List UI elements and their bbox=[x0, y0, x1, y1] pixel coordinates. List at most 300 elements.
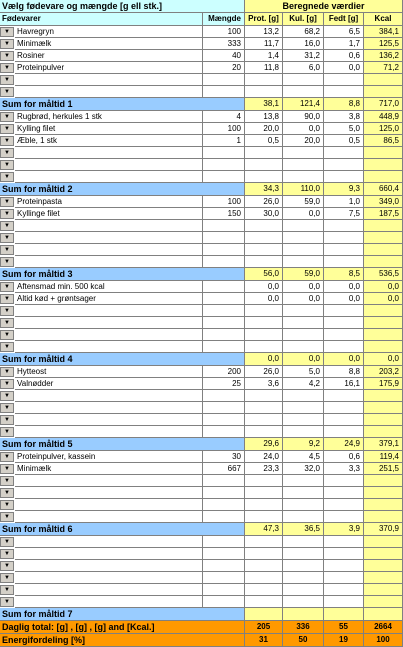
kcal-value bbox=[364, 159, 403, 171]
energy-protein-pct: 31 bbox=[245, 634, 283, 647]
food-select-cell[interactable] bbox=[15, 305, 203, 317]
quantity-input[interactable]: 100 bbox=[203, 26, 245, 38]
fat-value bbox=[324, 305, 364, 317]
meal-sum-fat: 8,8 bbox=[324, 98, 364, 111]
quantity-input[interactable]: 100 bbox=[203, 196, 245, 208]
chevron-down-icon: ▼ bbox=[4, 247, 10, 253]
chevron-down-icon: ▼ bbox=[4, 393, 10, 399]
fat-value bbox=[324, 256, 364, 268]
food-select-cell[interactable] bbox=[15, 536, 203, 548]
dropdown-arrow-icon[interactable] bbox=[0, 379, 14, 389]
energy-distribution-label: Energifordeling [%] bbox=[0, 634, 245, 647]
food-select-cell[interactable] bbox=[15, 86, 203, 98]
meal-sum-protein: 38,1 bbox=[245, 98, 283, 111]
quantity-input[interactable] bbox=[203, 74, 245, 86]
fat-value bbox=[324, 426, 364, 438]
quantity-input[interactable] bbox=[203, 171, 245, 183]
meal-sum-carbs bbox=[283, 608, 324, 621]
food-select-cell[interactable]: Havregryn bbox=[15, 26, 203, 38]
dropdown-arrow-icon[interactable] bbox=[0, 367, 14, 377]
fat-value bbox=[324, 341, 364, 353]
chevron-down-icon: ▼ bbox=[4, 174, 10, 180]
fat-value bbox=[324, 487, 364, 499]
chevron-down-icon: ▼ bbox=[4, 211, 10, 217]
kcal-value: 0,0 bbox=[364, 281, 403, 293]
meal-sum-protein: 47,3 bbox=[245, 523, 283, 536]
carbs-value bbox=[283, 220, 324, 232]
carbs-value: 6,0 bbox=[283, 62, 324, 74]
meal-sum-fat: 0,0 bbox=[324, 353, 364, 366]
quantity-input[interactable] bbox=[203, 317, 245, 329]
carbs-value bbox=[283, 244, 324, 256]
quantity-input[interactable] bbox=[203, 220, 245, 232]
quantity-input[interactable]: 4 bbox=[203, 111, 245, 123]
meal-sum-protein: 34,3 bbox=[245, 183, 283, 196]
chevron-down-icon: ▼ bbox=[4, 369, 10, 375]
carbs-value: 68,2 bbox=[283, 26, 324, 38]
dropdown-arrow-icon[interactable] bbox=[0, 415, 14, 425]
fat-value bbox=[324, 536, 364, 548]
chevron-down-icon: ▼ bbox=[4, 235, 10, 241]
sheet-title: Vælg fødevare og mængde [g ell stk.] bbox=[0, 0, 245, 13]
fat-value bbox=[324, 317, 364, 329]
quantity-input[interactable]: 25 bbox=[203, 378, 245, 390]
chevron-down-icon: ▼ bbox=[4, 53, 10, 59]
fat-value bbox=[324, 402, 364, 414]
carbs-value: 0,0 bbox=[283, 281, 324, 293]
carbs-value bbox=[283, 86, 324, 98]
chevron-down-icon: ▼ bbox=[4, 259, 10, 265]
dropdown-arrow-icon[interactable] bbox=[0, 63, 14, 73]
food-select-cell[interactable] bbox=[15, 317, 203, 329]
quantity-input[interactable] bbox=[203, 159, 245, 171]
quantity-input[interactable]: 30 bbox=[203, 451, 245, 463]
fat-value: 0,5 bbox=[324, 135, 364, 147]
food-select-cell[interactable]: Valnødder bbox=[15, 378, 203, 390]
fat-value bbox=[324, 329, 364, 341]
food-select-cell[interactable] bbox=[15, 74, 203, 86]
dropdown-arrow-icon[interactable] bbox=[0, 75, 14, 85]
protein-value bbox=[245, 256, 283, 268]
meal-sum-fat: 9,3 bbox=[324, 183, 364, 196]
food-select-cell[interactable] bbox=[15, 220, 203, 232]
quantity-input[interactable]: 333 bbox=[203, 38, 245, 50]
protein-value bbox=[245, 511, 283, 523]
dropdown-arrow-icon[interactable] bbox=[0, 476, 14, 486]
fat-value: 0,0 bbox=[324, 62, 364, 74]
protein-value bbox=[245, 329, 283, 341]
meal-sum-label: Sum for måltid 5 bbox=[0, 438, 245, 451]
fat-value bbox=[324, 499, 364, 511]
kcal-value bbox=[364, 536, 403, 548]
carbs-value bbox=[283, 548, 324, 560]
food-select-cell[interactable] bbox=[15, 487, 203, 499]
quantity-input[interactable]: 150 bbox=[203, 208, 245, 220]
food-select-cell[interactable]: Proteinpulver, kassein bbox=[15, 451, 203, 463]
carbs-value: 32,0 bbox=[283, 463, 324, 475]
dropdown-arrow-icon[interactable] bbox=[0, 233, 14, 243]
kcal-value bbox=[364, 256, 403, 268]
dropdown-arrow-icon[interactable] bbox=[0, 209, 14, 219]
carbs-value bbox=[283, 487, 324, 499]
chevron-down-icon: ▼ bbox=[4, 551, 10, 557]
protein-value: 1,4 bbox=[245, 50, 283, 62]
chevron-down-icon: ▼ bbox=[4, 575, 10, 581]
daily-total-fat: 55 bbox=[324, 621, 364, 634]
protein-value: 0,0 bbox=[245, 281, 283, 293]
chevron-down-icon: ▼ bbox=[4, 466, 10, 472]
dropdown-arrow-icon[interactable] bbox=[0, 160, 14, 170]
dropdown-arrow-icon[interactable] bbox=[0, 342, 14, 352]
food-select-cell[interactable]: Proteinpasta bbox=[15, 196, 203, 208]
column-header-kcal: Kcal bbox=[364, 13, 403, 26]
dropdown-arrow-icon[interactable] bbox=[0, 573, 14, 583]
fat-value: 3,3 bbox=[324, 463, 364, 475]
dropdown-arrow-icon[interactable] bbox=[0, 488, 14, 498]
carbs-value bbox=[283, 232, 324, 244]
food-select-cell[interactable]: Minimælk bbox=[15, 38, 203, 50]
fat-value bbox=[324, 147, 364, 159]
column-header-protein: Prot. [g] bbox=[245, 13, 283, 26]
kcal-value bbox=[364, 560, 403, 572]
chevron-down-icon: ▼ bbox=[4, 199, 10, 205]
fat-value bbox=[324, 414, 364, 426]
dropdown-arrow-icon[interactable] bbox=[0, 282, 14, 292]
fat-value: 0,0 bbox=[324, 281, 364, 293]
dropdown-arrow-icon[interactable] bbox=[0, 294, 14, 304]
fat-value: 16,1 bbox=[324, 378, 364, 390]
fat-value: 6,5 bbox=[324, 26, 364, 38]
food-select-cell[interactable]: Altid kød + grøntsager bbox=[15, 293, 203, 305]
kcal-value: 86,5 bbox=[364, 135, 403, 147]
chevron-down-icon: ▼ bbox=[4, 65, 10, 71]
carbs-value bbox=[283, 572, 324, 584]
fat-value bbox=[324, 159, 364, 171]
food-select-cell[interactable] bbox=[15, 147, 203, 159]
carbs-value: 0,0 bbox=[283, 123, 324, 135]
dropdown-arrow-icon[interactable] bbox=[0, 112, 14, 122]
food-select-cell[interactable] bbox=[15, 402, 203, 414]
food-select-cell[interactable] bbox=[15, 426, 203, 438]
daily-total-carbs: 336 bbox=[283, 621, 324, 634]
quantity-input[interactable]: 20 bbox=[203, 62, 245, 74]
food-select-cell[interactable] bbox=[15, 572, 203, 584]
energy-carbs-pct: 50 bbox=[283, 634, 324, 647]
chevron-down-icon: ▼ bbox=[4, 429, 10, 435]
fat-value bbox=[324, 584, 364, 596]
kcal-value bbox=[364, 584, 403, 596]
protein-value: 3,6 bbox=[245, 378, 283, 390]
dropdown-arrow-icon[interactable] bbox=[0, 148, 14, 158]
quantity-input[interactable] bbox=[203, 475, 245, 487]
chevron-down-icon: ▼ bbox=[4, 405, 10, 411]
protein-value bbox=[245, 244, 283, 256]
fat-value bbox=[324, 511, 364, 523]
fat-value bbox=[324, 74, 364, 86]
chevron-down-icon: ▼ bbox=[4, 332, 10, 338]
carbs-value: 0,0 bbox=[283, 208, 324, 220]
food-select-cell[interactable] bbox=[15, 329, 203, 341]
carbs-value bbox=[283, 147, 324, 159]
dropdown-arrow-icon[interactable] bbox=[0, 136, 14, 146]
carbs-value bbox=[283, 317, 324, 329]
kcal-value bbox=[364, 596, 403, 608]
protein-value bbox=[245, 232, 283, 244]
dropdown-arrow-icon[interactable] bbox=[0, 537, 14, 547]
kcal-value bbox=[364, 171, 403, 183]
meal-sum-protein bbox=[245, 608, 283, 621]
daily-total-protein: 205 bbox=[245, 621, 283, 634]
dropdown-arrow-icon[interactable] bbox=[0, 391, 14, 401]
quantity-input[interactable] bbox=[203, 341, 245, 353]
food-select-cell[interactable] bbox=[15, 390, 203, 402]
food-select-cell[interactable]: Kylling filet bbox=[15, 123, 203, 135]
quantity-input[interactable] bbox=[203, 390, 245, 402]
quantity-input[interactable] bbox=[203, 572, 245, 584]
protein-value: 20,0 bbox=[245, 123, 283, 135]
protein-value: 24,0 bbox=[245, 451, 283, 463]
quantity-input[interactable] bbox=[203, 487, 245, 499]
meal-sum-kcal: 717,0 bbox=[364, 98, 403, 111]
meal-sum-carbs: 36,5 bbox=[283, 523, 324, 536]
protein-value: 0,5 bbox=[245, 135, 283, 147]
quantity-input[interactable] bbox=[203, 548, 245, 560]
dropdown-arrow-icon[interactable] bbox=[0, 330, 14, 340]
dropdown-arrow-icon[interactable] bbox=[0, 403, 14, 413]
food-select-cell[interactable] bbox=[15, 548, 203, 560]
quantity-input[interactable] bbox=[203, 426, 245, 438]
fat-value bbox=[324, 244, 364, 256]
food-select-cell[interactable]: Proteinpulver bbox=[15, 62, 203, 74]
dropdown-arrow-icon[interactable] bbox=[0, 561, 14, 571]
food-select-cell[interactable]: Rugbrød, herkules 1 stk bbox=[15, 111, 203, 123]
daily-total-label: Daglig total: [g] , [g] , [g] and [Kcal.] bbox=[0, 621, 245, 634]
dropdown-arrow-icon[interactable] bbox=[0, 87, 14, 97]
dropdown-arrow-icon[interactable] bbox=[0, 318, 14, 328]
protein-value bbox=[245, 548, 283, 560]
protein-value: 13,2 bbox=[245, 26, 283, 38]
protein-value: 0,0 bbox=[245, 293, 283, 305]
protein-value bbox=[245, 159, 283, 171]
chevron-down-icon: ▼ bbox=[4, 77, 10, 83]
kcal-value bbox=[364, 305, 403, 317]
carbs-value: 31,2 bbox=[283, 50, 324, 62]
dropdown-arrow-icon[interactable] bbox=[0, 549, 14, 559]
carbs-value: 90,0 bbox=[283, 111, 324, 123]
kcal-value: 175,9 bbox=[364, 378, 403, 390]
dropdown-arrow-icon[interactable] bbox=[0, 500, 14, 510]
chevron-down-icon: ▼ bbox=[4, 478, 10, 484]
chevron-down-icon: ▼ bbox=[4, 563, 10, 569]
fat-value: 0,6 bbox=[324, 50, 364, 62]
quantity-input[interactable] bbox=[203, 281, 245, 293]
kcal-value: 125,0 bbox=[364, 123, 403, 135]
meal-sum-protein: 56,0 bbox=[245, 268, 283, 281]
kcal-value bbox=[364, 147, 403, 159]
quantity-input[interactable] bbox=[203, 584, 245, 596]
food-select-cell[interactable] bbox=[15, 499, 203, 511]
fat-value bbox=[324, 232, 364, 244]
carbs-value: 20,0 bbox=[283, 135, 324, 147]
dropdown-arrow-icon[interactable] bbox=[0, 585, 14, 595]
dropdown-arrow-icon[interactable] bbox=[0, 245, 14, 255]
protein-value bbox=[245, 426, 283, 438]
quantity-input[interactable] bbox=[203, 147, 245, 159]
chevron-down-icon: ▼ bbox=[4, 114, 10, 120]
quantity-input[interactable]: 40 bbox=[203, 50, 245, 62]
carbs-value bbox=[283, 560, 324, 572]
food-select-cell[interactable] bbox=[15, 560, 203, 572]
food-select-cell[interactable]: Hytteost bbox=[15, 366, 203, 378]
food-select-cell[interactable] bbox=[15, 232, 203, 244]
quantity-input[interactable] bbox=[203, 596, 245, 608]
quantity-input[interactable] bbox=[203, 86, 245, 98]
food-select-cell[interactable] bbox=[15, 159, 203, 171]
quantity-input[interactable] bbox=[203, 536, 245, 548]
protein-value: 11,7 bbox=[245, 38, 283, 50]
quantity-input[interactable] bbox=[203, 560, 245, 572]
meal-sum-label: Sum for måltid 3 bbox=[0, 268, 245, 281]
chevron-down-icon: ▼ bbox=[4, 514, 10, 520]
dropdown-arrow-icon[interactable] bbox=[0, 257, 14, 267]
food-select-cell[interactable] bbox=[15, 171, 203, 183]
food-select-cell[interactable] bbox=[15, 414, 203, 426]
food-select-cell[interactable]: Aftensmad min. 500 kcal bbox=[15, 281, 203, 293]
dropdown-arrow-icon[interactable] bbox=[0, 197, 14, 207]
meal-sum-kcal: 660,4 bbox=[364, 183, 403, 196]
quantity-input[interactable] bbox=[203, 414, 245, 426]
column-header-food: Fødevarer bbox=[0, 13, 203, 26]
quantity-input[interactable] bbox=[203, 232, 245, 244]
dropdown-arrow-icon[interactable] bbox=[0, 221, 14, 231]
carbs-value bbox=[283, 414, 324, 426]
dropdown-arrow-icon[interactable] bbox=[0, 39, 14, 49]
meal-sum-carbs: 110,0 bbox=[283, 183, 324, 196]
quantity-input[interactable] bbox=[203, 402, 245, 414]
meal-sum-fat: 8,5 bbox=[324, 268, 364, 281]
dropdown-arrow-icon[interactable] bbox=[0, 452, 14, 462]
fat-value bbox=[324, 171, 364, 183]
column-header-fat: Fedt [g] bbox=[324, 13, 364, 26]
food-select-cell[interactable] bbox=[15, 341, 203, 353]
food-select-cell[interactable]: Æble, 1 stk bbox=[15, 135, 203, 147]
energy-total-pct: 100 bbox=[364, 634, 403, 647]
food-select-cell[interactable] bbox=[15, 475, 203, 487]
chevron-down-icon: ▼ bbox=[4, 587, 10, 593]
dropdown-arrow-icon[interactable] bbox=[0, 512, 14, 522]
carbs-value bbox=[283, 596, 324, 608]
food-select-cell[interactable] bbox=[15, 244, 203, 256]
protein-value bbox=[245, 475, 283, 487]
carbs-value bbox=[283, 390, 324, 402]
carbs-value bbox=[283, 475, 324, 487]
quantity-input[interactable] bbox=[203, 499, 245, 511]
food-select-cell[interactable] bbox=[15, 584, 203, 596]
meal-sum-protein: 0,0 bbox=[245, 353, 283, 366]
meal-sum-label: Sum for måltid 2 bbox=[0, 183, 245, 196]
dropdown-arrow-icon[interactable] bbox=[0, 306, 14, 316]
carbs-value bbox=[283, 171, 324, 183]
chevron-down-icon: ▼ bbox=[4, 223, 10, 229]
kcal-value: 125,5 bbox=[364, 38, 403, 50]
quantity-input[interactable] bbox=[203, 305, 245, 317]
dropdown-arrow-icon[interactable] bbox=[0, 124, 14, 134]
carbs-value bbox=[283, 511, 324, 523]
quantity-input[interactable] bbox=[203, 293, 245, 305]
carbs-value bbox=[283, 329, 324, 341]
fat-value: 5,0 bbox=[324, 123, 364, 135]
food-select-cell[interactable] bbox=[15, 596, 203, 608]
food-select-cell[interactable]: Rosiner bbox=[15, 50, 203, 62]
fat-value: 3,8 bbox=[324, 111, 364, 123]
quantity-input[interactable]: 667 bbox=[203, 463, 245, 475]
quantity-input[interactable]: 100 bbox=[203, 123, 245, 135]
protein-value bbox=[245, 171, 283, 183]
kcal-value bbox=[364, 220, 403, 232]
quantity-input[interactable] bbox=[203, 511, 245, 523]
quantity-input[interactable]: 200 bbox=[203, 366, 245, 378]
fat-value bbox=[324, 596, 364, 608]
chevron-down-icon: ▼ bbox=[4, 454, 10, 460]
food-select-cell[interactable] bbox=[15, 256, 203, 268]
dropdown-arrow-icon[interactable] bbox=[0, 597, 14, 607]
quantity-input[interactable] bbox=[203, 244, 245, 256]
kcal-value: 0,0 bbox=[364, 293, 403, 305]
food-select-cell[interactable]: Kyllinge filet bbox=[15, 208, 203, 220]
food-select-cell[interactable]: Minimælk bbox=[15, 463, 203, 475]
carbs-value: 16,0 bbox=[283, 38, 324, 50]
protein-value bbox=[245, 584, 283, 596]
carbs-value bbox=[283, 426, 324, 438]
protein-value bbox=[245, 499, 283, 511]
quantity-input[interactable] bbox=[203, 256, 245, 268]
quantity-input[interactable] bbox=[203, 329, 245, 341]
food-select-cell[interactable] bbox=[15, 511, 203, 523]
kcal-value bbox=[364, 499, 403, 511]
fat-value bbox=[324, 572, 364, 584]
carbs-value bbox=[283, 341, 324, 353]
protein-value bbox=[245, 86, 283, 98]
dropdown-arrow-icon[interactable] bbox=[0, 172, 14, 182]
meal-sum-kcal: 0,0 bbox=[364, 353, 403, 366]
kcal-value: 71,2 bbox=[364, 62, 403, 74]
daily-total-kcal: 2664 bbox=[364, 621, 403, 634]
chevron-down-icon: ▼ bbox=[4, 490, 10, 496]
carbs-value: 5,0 bbox=[283, 366, 324, 378]
dropdown-arrow-icon[interactable] bbox=[0, 27, 14, 37]
dropdown-arrow-icon[interactable] bbox=[0, 464, 14, 474]
carbs-value bbox=[283, 305, 324, 317]
protein-value bbox=[245, 74, 283, 86]
kcal-value bbox=[364, 244, 403, 256]
chevron-down-icon: ▼ bbox=[4, 41, 10, 47]
chevron-down-icon: ▼ bbox=[4, 539, 10, 545]
chevron-down-icon: ▼ bbox=[4, 381, 10, 387]
fat-value bbox=[324, 475, 364, 487]
chevron-down-icon: ▼ bbox=[4, 344, 10, 350]
kcal-value: 384,1 bbox=[364, 26, 403, 38]
kcal-value bbox=[364, 341, 403, 353]
protein-value: 11,8 bbox=[245, 62, 283, 74]
meal-sum-label: Sum for måltid 4 bbox=[0, 353, 245, 366]
dropdown-arrow-icon[interactable] bbox=[0, 51, 14, 61]
dropdown-arrow-icon[interactable] bbox=[0, 427, 14, 437]
quantity-input[interactable]: 1 bbox=[203, 135, 245, 147]
kcal-value: 448,9 bbox=[364, 111, 403, 123]
protein-value: 30,0 bbox=[245, 208, 283, 220]
chevron-down-icon: ▼ bbox=[4, 162, 10, 168]
meal-sum-protein: 29,6 bbox=[245, 438, 283, 451]
